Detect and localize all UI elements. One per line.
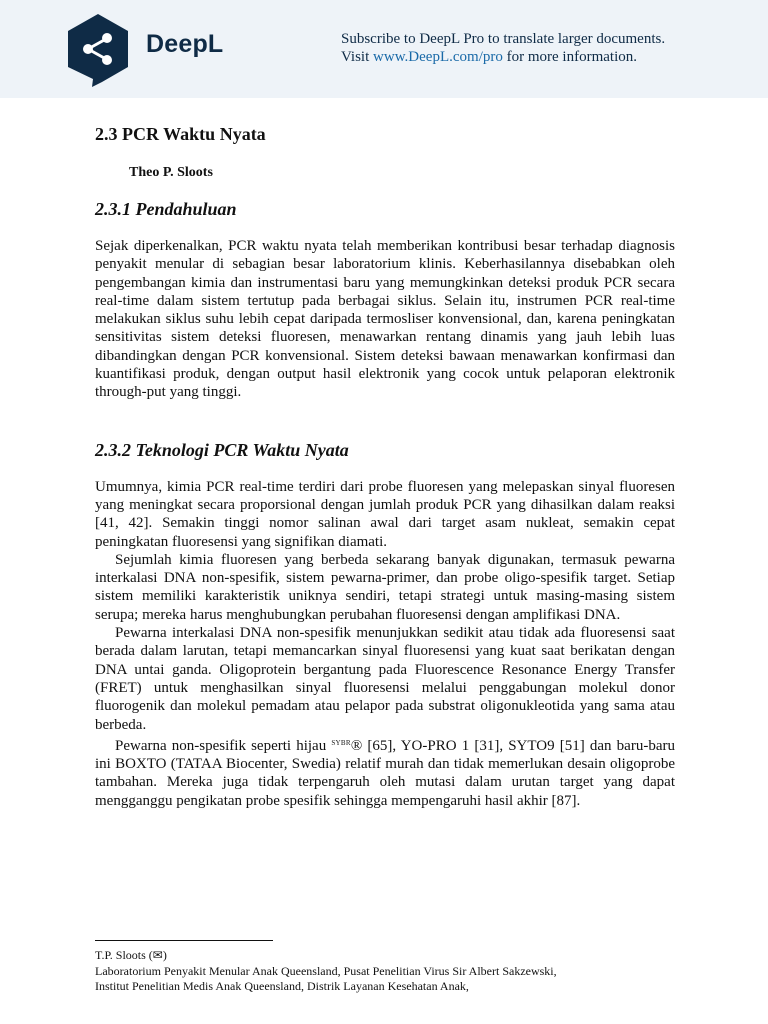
deepl-pro-link[interactable]: www.DeepL.com/pro [373, 49, 503, 65]
promo-prefix: Visit [341, 49, 374, 65]
intro-paragraph: Sejak diperkenalkan, PCR waktu nyata telah memberikan kontribusi besar terhadap diagnosis penyakit menular di sebagian besar laboratorium klinis. Keberhasilannya disebabkan oleh pengembangan kimia dan instrumentasi baru yang memungkinkan deteksi produk PCR secara real-time dalam sistem tertutup pada berbagai siklus. Selain itu, instrumen PCR real-time melakukan siklus suhu lebih cepat daripada termosliser konvensional, dan, karena peningkatan sensitivitas sistem deteksi fluoresen, menawarkan rentang dinamis yang jauh lebih luas dibandingkan dengan PCR konvensional. Sistem deteksi bawaan menawarkan konfirmasi dan kuantifikasi produk, dengan output hasil elektronik yang cocok untuk pelaporan elektronik through-put yang tinggi. [95, 238, 675, 401]
footnote-divider [95, 940, 273, 941]
author-name: Theo P. Sloots [129, 165, 213, 180]
promo-line-1: Subscribe to DeepL Pro to translate larger documents. [341, 31, 666, 47]
deepl-banner [0, 0, 768, 98]
mail-icon: (✉) [148, 948, 167, 962]
technology-paragraph-1: Umumnya, kimia PCR real-time terdiri dari probe fluoresen yang melepaskan sinyal fluoresen yang meningkat secara proporsional dengan jumlah produk PCR yang dihasilkan dalam reaksi [41, 42]. Semakin tinggi nomor salinan awal dari target asam nukleat, semakin cepat peningkatan fluoresensi yang signifikan diamati. [95, 478, 675, 550]
p4-text-before: Pewarna non-spesifik seperti hijau [115, 737, 332, 754]
promo-suffix: for more information. [502, 49, 637, 65]
footnote-author-name: T.P. Sloots [95, 948, 146, 962]
subsection-title-intro: 2.3.1 Pendahuluan [95, 199, 237, 219]
brand-name: DeepL [146, 30, 224, 58]
sybr-superscript: SYBR [331, 738, 351, 747]
subsection-title-technology: 2.3.2 Teknologi PCR Waktu Nyata [95, 439, 349, 460]
p4-text-after: [65], YO-PRO 1 [31], SYTO9 [51] dan baru-baru ini BOXTO (TATAA Biocenter, Swedia) relatif murah dan tidak memerlukan desain oligoprobe tambahan. Mereka juga tidak terpengaruh oleh mutasi dalam urutan target yang dapat mengganggu pengikatan probe spesifik sehingga mempengaruhi hasil akhir [87]. [95, 737, 675, 809]
footnote [95, 948, 715, 995]
deepl-logo-icon[interactable] [64, 12, 132, 88]
registered-mark: ® [350, 737, 363, 754]
footnote-affiliation-1: Laboratorium Penyakit Menular Anak Queensland, Pusat Penelitian Virus Sir Albert Sakzewski, [95, 963, 557, 978]
technology-paragraph-2: Sejumlah kimia fluoresen yang berbeda sekarang banyak digunakan, termasuk pewarna interkalasi DNA non-spesifik, sistem pewarna-primer, dan probe oligo-spesifik target. Setiap sistem memiliki karakteristik uniknya sendiri, tetapi strategi untuk masing-masing sistem serupa; mereka harus menghubungkan perubahan fluoresensi dengan amplifikasi DNA. [95, 551, 675, 623]
footnote-author [95, 948, 715, 964]
promo-line-2 [341, 48, 665, 66]
section-title: 2.3 PCR Waktu Nyata [95, 124, 266, 144]
technology-paragraph-4 [95, 734, 675, 810]
footnote-affiliation-2: Institut Penelitian Medis Anak Queensland, Distrik Layanan Kesehatan Anak, [95, 979, 469, 993]
document-body [95, 124, 675, 810]
technology-paragraph-3: Pewarna interkalasi DNA non-spesifik menunjukkan sedikit atau tidak ada fluoresensi saat berada dalam larutan, tetapi memancarkan sinyal fluoresensi yang kuat saat berikatan dengan DNA untai ganda. Oligoprotein bergantung pada Fluorescence Resonance Energy Transfer (FRET) untuk menghasilkan sinyal fluoresensi melalui penggabungan molekul donor fluorogenik dan molekul pemadam atau pelapor pada substrat oligonukleotida yang sama atau berbeda. [95, 625, 675, 733]
promo-text [341, 30, 665, 66]
